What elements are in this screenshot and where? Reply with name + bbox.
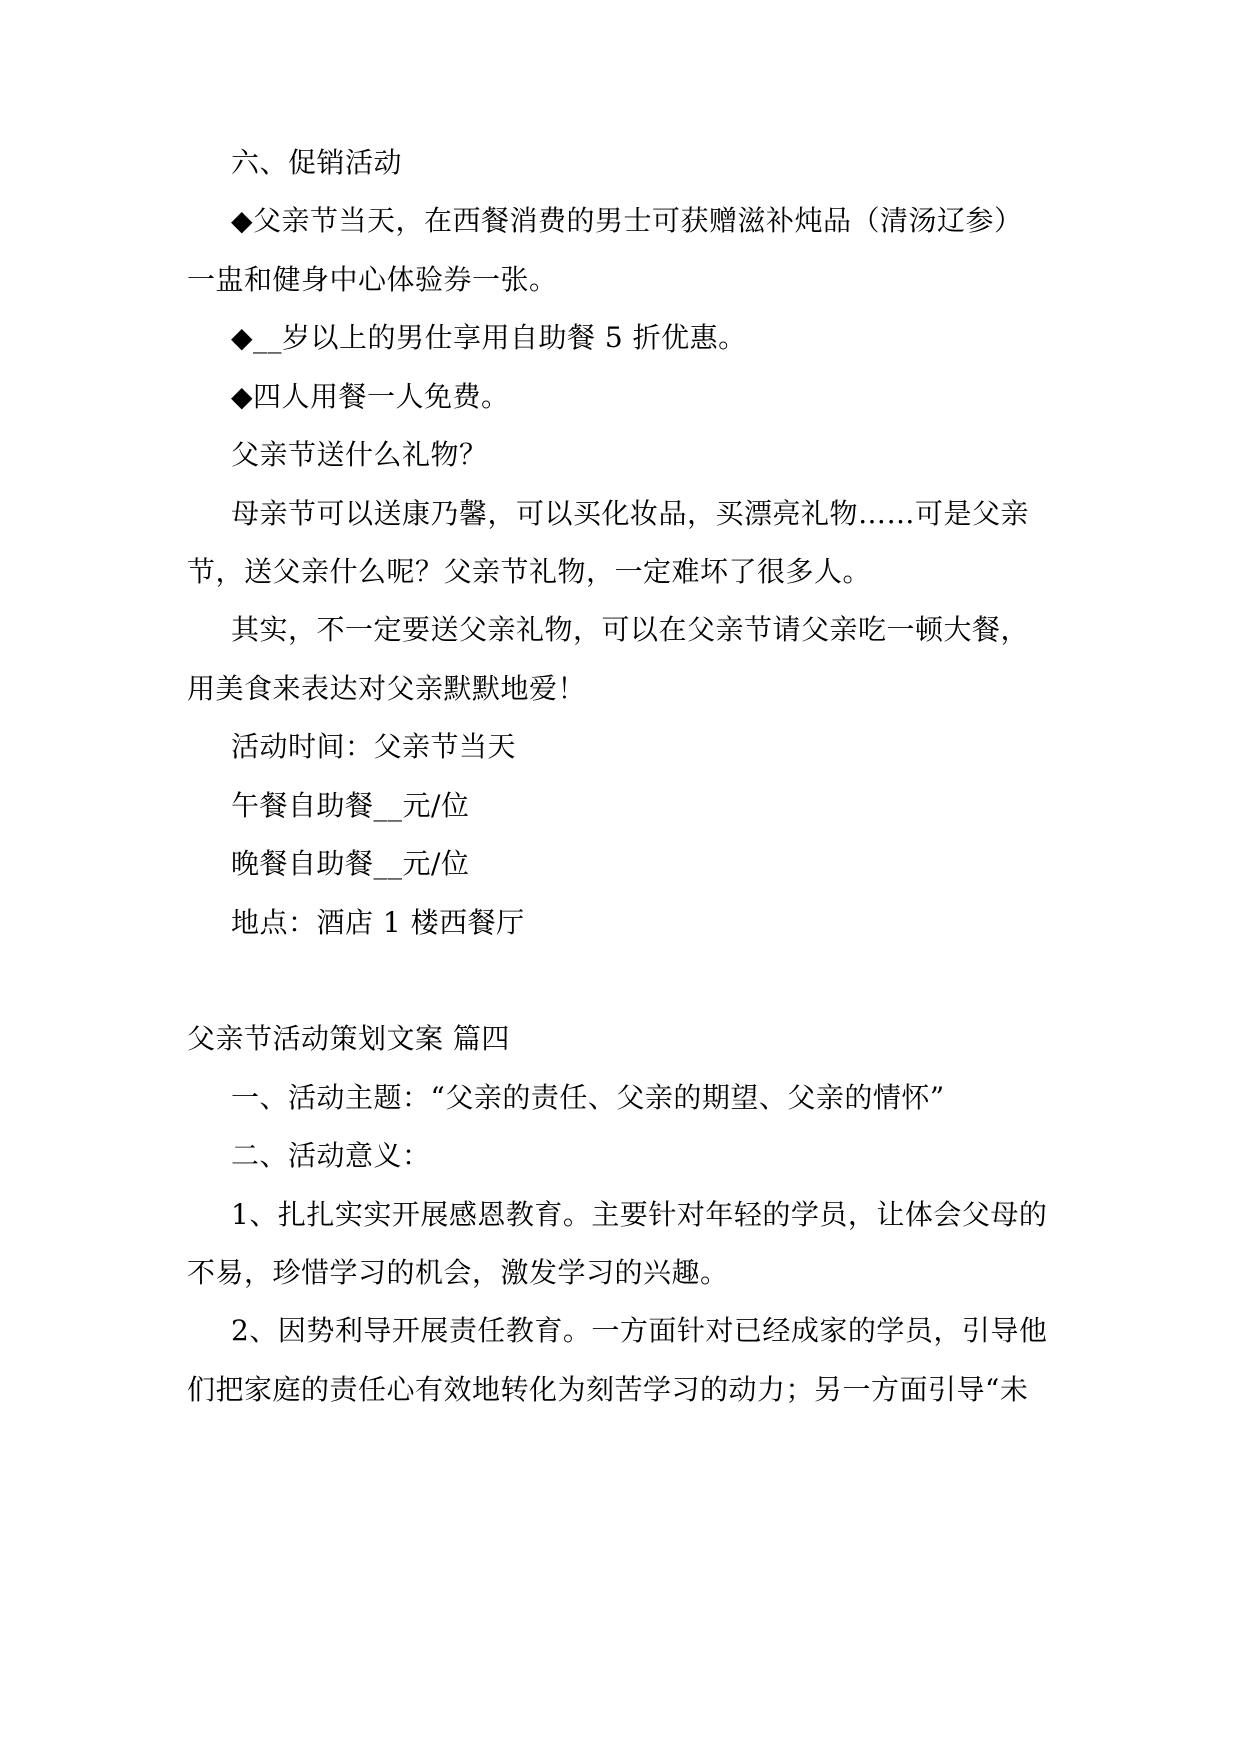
- promo-item-1-line-1: ◆父亲节当天，在西餐消费的男士可获赠滋补炖品（清汤辽参）: [231, 204, 1023, 237]
- part-four-point-1-line-2: 不易，珍惜学习的机会，激发学习的兴趣。: [187, 1256, 729, 1289]
- event-dinner-price: 晚餐自助餐__元/位: [231, 847, 470, 880]
- part-four-point-2-line-2: 们把家庭的责任心有效地转化为刻苦学习的动力；另一方面引导“未: [187, 1373, 1029, 1406]
- section-six-heading: 六、促销活动: [231, 146, 403, 179]
- promo-item-1-line-2: 一盅和健身中心体验券一张。: [187, 263, 558, 296]
- part-four-point-1-line-1: 1、扎扎实实开展感恩教育。主要针对年轻的学员，让体会父母的: [231, 1198, 1048, 1231]
- gift-paragraph-2-line-1: 其实，不一定要送父亲礼物，可以在父亲节请父亲吃一顿大餐，: [231, 613, 1030, 646]
- part-four-theme: 一、活动主题：“父亲的责任、父亲的期望、父亲的情怀”: [231, 1081, 945, 1114]
- gift-paragraph-1-line-1: 母亲节可以送康乃馨，可以买化妆品，买漂亮礼物……可是父亲: [231, 497, 1030, 530]
- gift-paragraph-2-line-2: 用美食来表达对父亲默默地爱！: [187, 672, 587, 705]
- event-lunch-price: 午餐自助餐__元/位: [231, 789, 470, 822]
- event-location: 地点：酒店 1 楼西餐厅: [231, 906, 525, 939]
- promo-item-2: ◆__岁以上的男仕享用自助餐 5 折优惠。: [231, 321, 747, 354]
- promo-item-3: ◆四人用餐一人免费。: [231, 380, 510, 413]
- part-four-meaning-heading: 二、活动意义：: [231, 1139, 431, 1172]
- part-four-point-2-line-1: 2、因势利导开展责任教育。一方面针对已经成家的学员，引导他: [231, 1314, 1048, 1347]
- gift-question: 父亲节送什么礼物？: [231, 438, 488, 471]
- gift-paragraph-1-line-2: 节，送父亲什么呢？父亲节礼物，一定难坏了很多人。: [187, 555, 872, 588]
- part-four-title: 父亲节活动策划文案 篇四: [187, 1022, 510, 1055]
- event-time: 活动时间：父亲节当天: [231, 730, 517, 763]
